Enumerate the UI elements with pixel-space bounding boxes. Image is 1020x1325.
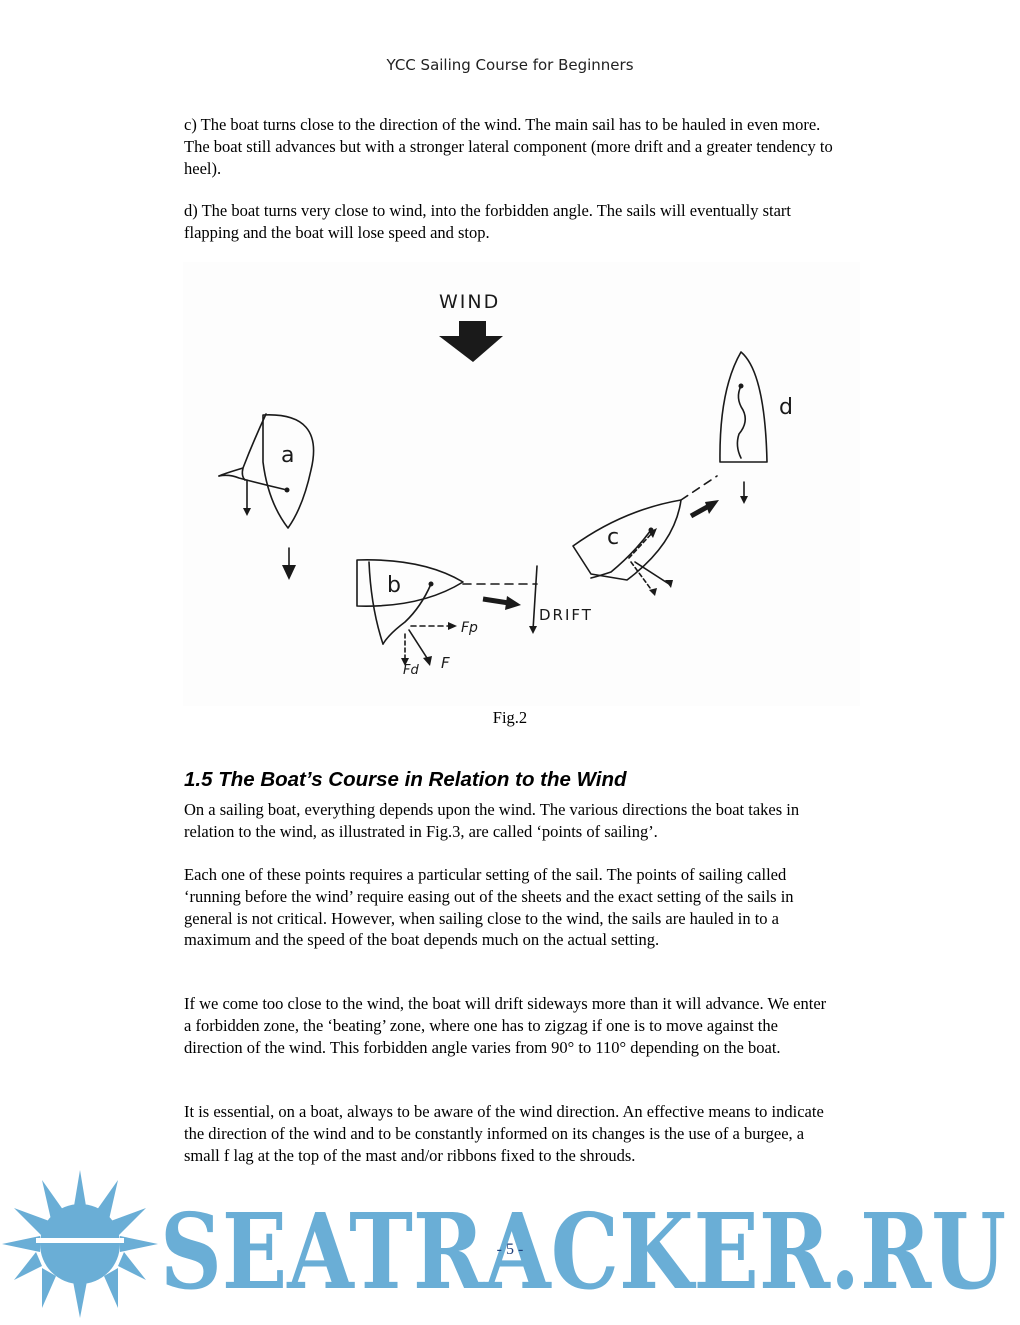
page-header: YCC Sailing Course for Beginners: [386, 56, 634, 74]
section-paragraph-4: It is essential, on a boat, always to be aware of the wind direction. An effective means to indicate the direction of the wind and to be constantly informed on its changes is the use of a burgee, a small f lag at the top of the mast and/or ribbons fixed to the shrouds.: [184, 1102, 824, 1165]
sailing-diagram: [183, 262, 860, 706]
boat-c-label: c: [607, 525, 620, 550]
wind-arrow: [439, 321, 503, 362]
f-label: F: [441, 654, 450, 672]
drift-label: DRIFT: [539, 606, 593, 624]
boat-a-label: a: [281, 443, 295, 468]
figure-caption: Fig.2: [492, 708, 528, 727]
boat-b-label: b: [387, 573, 401, 598]
fd-label: Fd: [403, 663, 419, 678]
page-number: - 5 -: [496, 1241, 524, 1258]
boat-b: [357, 560, 593, 678]
section-paragraph-2: Each one of these points requires a particular setting of the sail. The points of sailing called ‘running before the wind’ require easing out of the sheets and the exact setting of the sails in general is not critical. However, when sailing close to the wind, the sails are hauled in to a maximum and the speed of the boat depends much on the actual setting.: [184, 865, 794, 950]
boat-d: [720, 352, 793, 504]
figure-2: [183, 262, 860, 706]
paragraph-c: c) The boat turns close to the direction of the wind. The main sail has to be hauled in even more. The boat still advances but with a stronger lateral component (more drift and a greater tendency to heel).: [184, 115, 833, 178]
boat-c: [573, 476, 719, 596]
section-paragraph-3: If we come too close to the wind, the boat will drift sideways more than it will advance. We enter a forbidden zone, the ‘beating’ zone, where one has to zigzag if one is to move against the direction of the wind. This forbidden angle varies from 90° to 110° depending on the boat.: [184, 994, 827, 1057]
wind-label: WIND: [439, 291, 501, 313]
paragraph-d: d) The boat turns very close to wind, into the forbidden angle. The sails will eventually start flapping and the boat will lose speed and stop.: [184, 201, 792, 242]
section-paragraph-1: On a sailing boat, everything depends upon the wind. The various directions the boat takes in relation to the wind, as illustrated in Fig.3, are called ‘points of sailing’.: [184, 800, 800, 841]
boat-d-label: d: [779, 395, 793, 420]
boat-a: [219, 414, 314, 580]
fp-label: Fp: [461, 620, 478, 636]
watermark-text: SEATRACKER.RU: [160, 1190, 1006, 1313]
section-title: 1.5 The Boat’s Course in Relation to the Wind: [184, 768, 627, 791]
